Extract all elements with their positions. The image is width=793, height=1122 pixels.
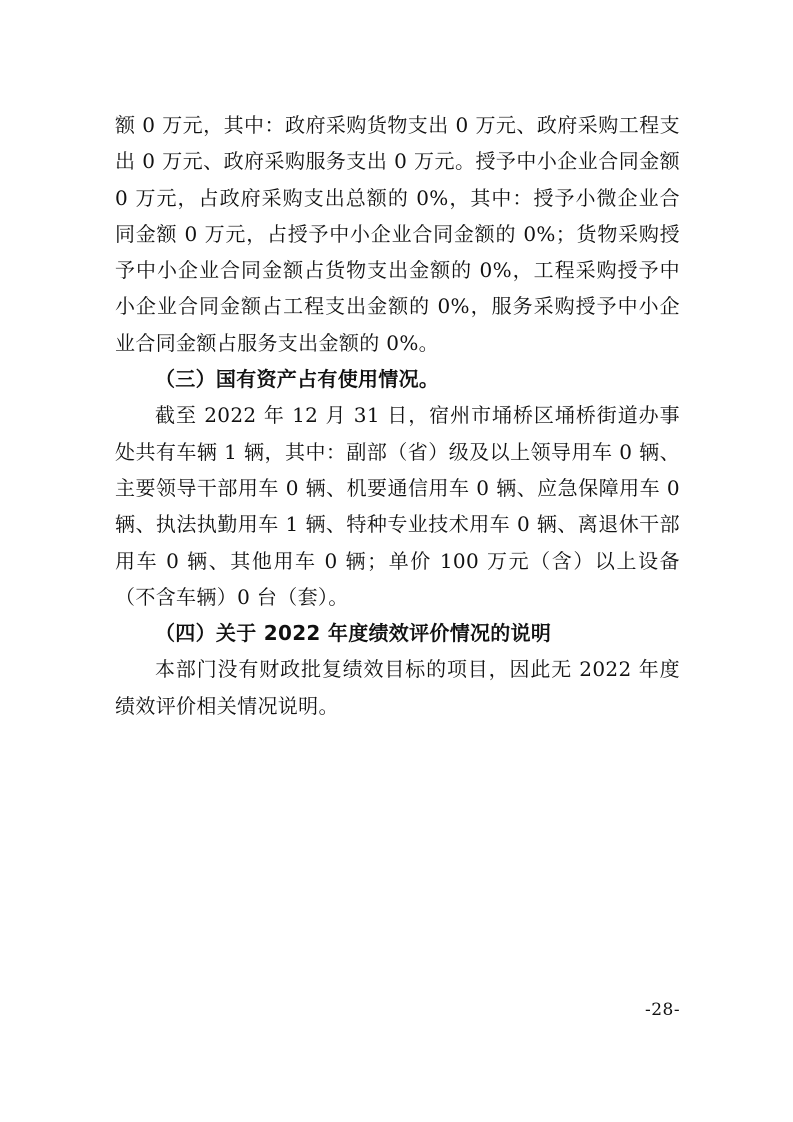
paragraph-performance: 本部门没有财政批复绩效目标的项目，因此无 2022 年度绩效评价相关情况说明。: [115, 657, 680, 718]
section-heading-state-assets: （三）国有资产占有使用情况。: [155, 367, 440, 392]
section-heading-performance: （四）关于 2022 年度绩效评价情况的说明: [155, 621, 552, 646]
paragraph-vehicles: 截至 2022 年 12 月 31 日，宿州市埇桥区埇桥街道办事处共有车辆 1 辆，其中：副部（省）级及以上领导用车 0 辆、主要领导干部用车 0 辆、机要通信用车 0 辆、应急保障用车 0 辆、执法执勤用车 1 辆、特种专业技术用车 0 辆、离退休干部用车 0 辆、其他用车 0 辆；单价 100 万元（含）以上设备（不含车辆）0 台（套）。: [115, 403, 680, 609]
document-body: [115, 107, 680, 724]
paragraph-procurement: 额 0 万元，其中：政府采购货物支出 0 万元、政府采购工程支出 0 万元、政府采购服务支出 0 万元。授予中小企业合同金额 0 万元，占政府采购支出总额的 0%，其中：授予小微企业合同金额 0 万元，占授予中小企业合同金额的 0%；货物采购授予中小企业合同金额占货物支出金额的 0%，工程采购授予中小企业合同金额占工程支出金额的 0%，服务采购授予中小企业合同金额占服务支出金额的 0%。: [115, 113, 680, 355]
page-number: -28-: [645, 1000, 681, 1020]
